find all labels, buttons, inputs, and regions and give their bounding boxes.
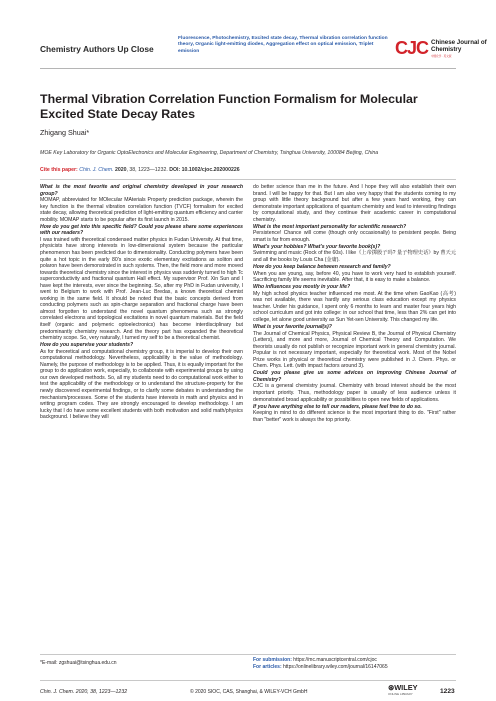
author-email[interactable]: *E-mail: zgshuai@tsinghua.edu.cn (40, 660, 117, 666)
question: How do you keep balance between research and family? (253, 264, 391, 271)
article-title: Thermal Vibration Correlation Function Formalism for Molecular Excited State Decay Rates (40, 92, 418, 121)
journal-logo-subtitle: 中国化学 · 英文版 (431, 55, 452, 58)
right-column (253, 184, 456, 424)
articles-link[interactable]: https://onlinelibrary.wiley.com/journal/16147065 (283, 663, 388, 670)
cjc-logo (395, 38, 487, 60)
header-keywords: Fluorescence, Photochemistry, Excited state decay, Thermal vibration correlation function theory, Organic light-emitting diodes, Aggregation effect on optical emission, Triplet emission (178, 36, 388, 54)
question: Could you please give us some advices on improving Chinese Journal of Chemistry? (253, 370, 456, 383)
journal-name: Chinese Journal of Chemistry (431, 39, 487, 53)
question: Who influences you mostly in your life? (253, 284, 351, 291)
cite-label: Cite this paper: (40, 167, 78, 173)
wiley-icon: ⊛ (388, 683, 395, 692)
journal-header (40, 36, 487, 64)
page-footer-divider (40, 680, 456, 681)
question: How do you supervise your students? (40, 342, 134, 349)
submission-label: For submission: (253, 657, 292, 663)
submission-info (253, 657, 388, 670)
header-divider (40, 68, 456, 69)
footnote-divider (40, 654, 456, 655)
question: What is the most important personality for scientific research? (253, 223, 407, 230)
cjc-logo-mark: CJC (395, 38, 429, 58)
wiley-logo (388, 684, 424, 698)
answer: My high school physics teacher influenced me most. At the time when GaoKao (高考) was not available, there was hardly any serious class education except my physics teacher. Under his guidance, I spent only 6 months to learn and master four years high school curriculum and got into college: in our school that time, less than 2% can get into college, let alone good university as Sun Yet-sen University. This changed my life. (253, 290, 456, 323)
article-author: Zhigang Shuai* (40, 128, 90, 137)
question: If you have anything else to tell our readers, please feel free to do so. (253, 403, 422, 410)
answer: I was trained with theoretical condensed matter physics in Fudan University. At that time, physicists have strong interests in low-dimensional system because the particular phenomenon has been predicted due to dimensionality. Conducting polymers have been quite a hot topic in the early 80's since exotic elementary excitations as soliton and polaron have been demonstrated in such systems. Then, the field more and more moved towards theoretical chemistry since the interest in physics was suddenly turned to high Tc superconductivity and fractional quantum Hall effect. My supervisor Prof. Xin Sun and I have kept the interests, ever since the beginning. So, after my PhD in Fudan university, I went to Belgium to work with Prof. Jean-Luc Bredas, a known theoretical chemist working in the same field. It should be noted that the basic concepts derived from conducting polymers such as spin-charge separation and fractional charge have been almost forgotten to understand the novel quantum phenomena such as strongly correlated electrons and topological excitations in novel quantum materials. But the field itself (organic and polymeric optoelectronics) has become interdisciplinary but predominantly chemistry research. And the theory part has expanded the theoretical chemistry scope. So, very naturally, I turned my self to be a theoretical chemist. (40, 236, 243, 342)
submission-link[interactable]: https://mc.manuscriptcentral.com/cjoc (293, 657, 377, 663)
page-number: 1223 (440, 688, 455, 695)
question: What's your hobbies? What's your favorite book(s)? (253, 243, 381, 250)
author-affiliation: MOE Key Laboratory for Organic OptoElectronics and Molecular Engineering, Department of Chemistry, Tsinghua University, 100084 Beijing, China (40, 150, 379, 156)
answer: As for theoretical and computational chemistry group, it is imperial to develop their own computational methodology. Nevertheless, applicability is the value of methodology. Namely, the purpose of methodology is to be applied. Thus, it is equally important for the group to do application work, especially, to collaborate with experimental groups by using our own developed methods. So, all my students need to do computational work either to test the applicability of the methodology or to understand the structure-property for the newly discovered experimental findings, or to clarify some debates in understanding the mechanism/processes. Some of the students have interests in math and physics and in writing program codes. They are strongly encouraged to develop methodology. I am lucky that I do have some excellent students with both motivation and solid math/physics background. I believe they will (40, 348, 243, 421)
answer: MOMAP, abbreviated for MOlecular MAterials Property prediction package, wherein the key function is the thermal vibration correlation function (TVCF) formalism for excited state decay, allowing theoretical prediction of light-emitting quantum efficiency and carrier mobility. MOMAP starts to be popular after its first launch in 2015. (40, 197, 243, 223)
publisher-sub: ONLINE LIBRARY (388, 692, 413, 696)
cite-doi[interactable]: DOI: 10.1002/cjoc.202000226 (169, 167, 240, 173)
publisher-name: WILEY (394, 683, 418, 692)
articles-label: For articles: (253, 663, 282, 670)
citation-line (40, 167, 240, 173)
question: What is your favorite journal(s)? (253, 323, 332, 330)
answer: When you are young, say, before 40, you have to work very hard to establish yourself. Sacrificing family life seems inevitable. After that, it is easy to make a balance. (253, 270, 456, 284)
cite-year: 2020 (114, 167, 127, 173)
answer: Keeping in mind to do different science is the most important thing to do. "First" rather than "better" work is always the top priority. (253, 410, 456, 423)
answer-continued: do better science than me in the future. And I hope they will also establish their own brand. I will be happy for that. But I am also very happy that the students coming to my group with little theory background but after a few years hard working, they can demonstrate important applications of quantum chemistry and lead to interesting findings by computational study, and they continue their academic career in computational chemistry. (253, 184, 456, 223)
footer-citation: Chin. J. Chem. 2020, 38, 1223—1232 (40, 689, 128, 695)
left-column (40, 184, 243, 421)
cite-details: , 38, 1223—1232. (126, 167, 168, 173)
cite-journal-link[interactable]: Chin. J. Chem. (79, 167, 114, 173)
question: How do you get into this specific field? Could you please share some experiences with our readers? (40, 223, 243, 237)
question: What is the most favorite and original chemistry developed in your research group? (40, 184, 243, 197)
series-title: Chemistry Authors Up Close (40, 44, 154, 54)
answer: Swimming and music (Rock of the 60s). I like《上帝掷骰子吗? 量子物理史话》by 曹天元 and all the books by Louis Cha (金庸). (253, 250, 456, 264)
content-divider (40, 179, 456, 180)
answer: Persistence! Chance will come (though only occasionally) to persistent people. Being smart is far from enough. (253, 230, 456, 243)
copyright: © 2020 SIOC, CAS, Shanghai, & WILEY-VCH GmbH (190, 689, 308, 695)
answer: The Journal of Chemical Physics, Physical Review B, the Journal of Physical Chemistry (Letters), and more and more, Journal of Chemical Theory and Computation. We theorists usually do not publish or recognize important work in general chemistry journal. Popular is not necessary important, especially for theoretical work. Most of the Nobel Prize works in physical or theoretical chemistry were published in J. Chem. Phys. or Chem. Phys. Lett. (with impact factors around 3). (253, 330, 456, 370)
answer: CJC is a general chemistry journal. Chemistry with broad interest should be the most important priority. Thus, methodology paper is usually of less audience unless it demonstrated broad applicability or possibilities to open new fields of applications. (253, 383, 456, 403)
